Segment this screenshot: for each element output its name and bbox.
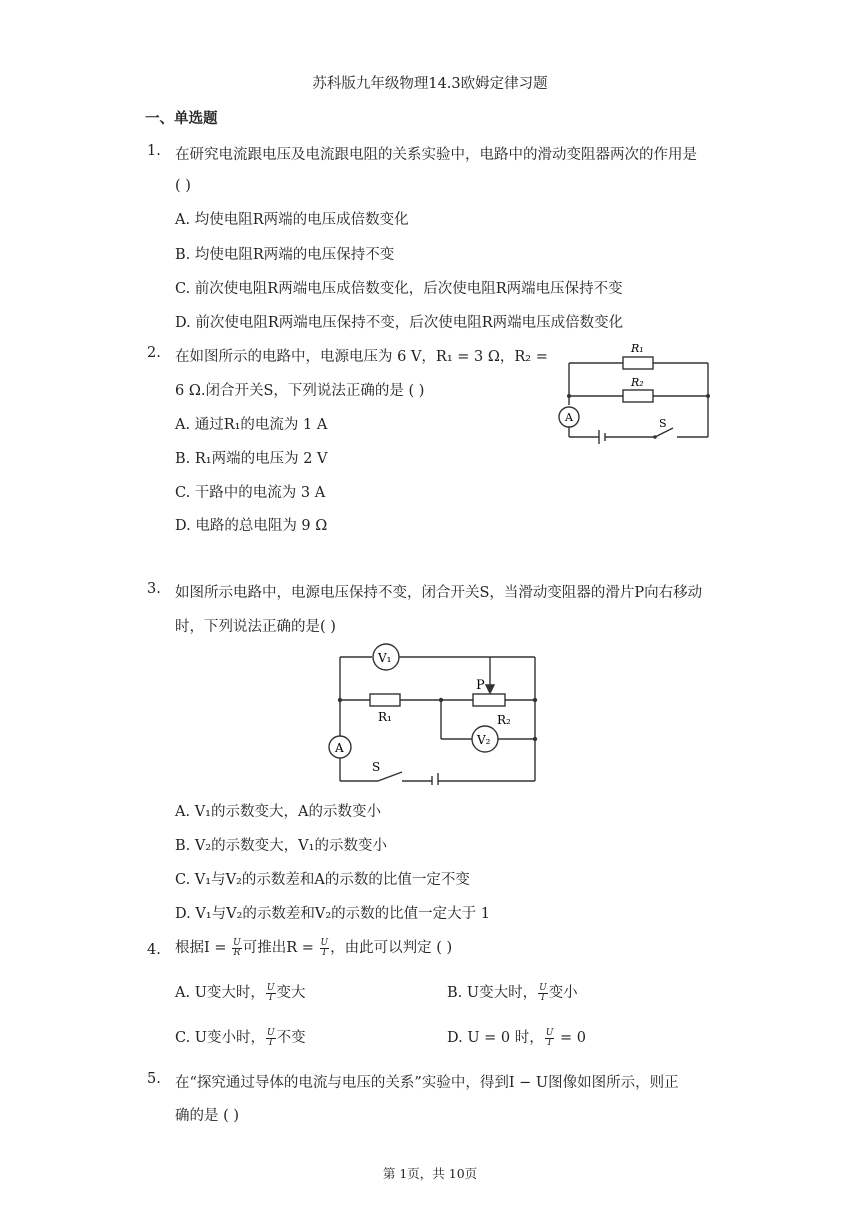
q2-r1-resistor xyxy=(623,357,653,369)
q1-option-d: D. 前次使电阻R两端电压保持不变，后次使电阻R两端电压成倍数变化 xyxy=(175,315,624,331)
q1-option-a: A. 均使电阻R两端的电压成倍数变化 xyxy=(175,212,409,228)
page-title: 苏科版九年级物理14.3欧姆定律习题 xyxy=(312,76,548,92)
q3-option-d: D. V₁与V₂的示数差和V₂的示数的比值一定大于 1 xyxy=(175,906,491,922)
q2-stem-line1: 在如图所示的电路中，电源电压为 6 V，R₁ = 3 Ω，R₂ = xyxy=(175,349,548,365)
q3-r1-resistor xyxy=(370,694,400,706)
q4-stem xyxy=(175,936,452,958)
q5-number: 5. xyxy=(147,1071,161,1087)
q4-option-b: B. U变大时， $\frac{U}{I}$ 变小 xyxy=(447,982,578,1003)
q3-stem-line2: 时，下列说法正确的是( ) xyxy=(175,619,336,635)
q4-fraction-u-over-i: $\frac{U}{I}$ xyxy=(320,937,329,958)
q3-circuit-diagram xyxy=(320,643,545,785)
q5-stem-line1: 在“探究通过导体的电流与电压的关系”实验中，得到I − U图像如图所示，则正 xyxy=(175,1075,679,1091)
q4-fraction-u-over-r: $\frac{U}{R}$ xyxy=(233,937,241,958)
q2-r1-label: R₁ xyxy=(631,342,644,355)
q1-number: 1. xyxy=(147,143,161,159)
q4-stem-post: ，由此可以判定 ( ) xyxy=(330,940,453,956)
q1-option-b: B. 均使电阻R两端的电压保持不变 xyxy=(175,247,395,263)
q1-option-c: C. 前次使电阻R两端电压成倍数变化，后次使电阻R两端电压保持不变 xyxy=(175,281,623,297)
q3-v2-label: V₂ xyxy=(477,733,491,747)
q3-r2-resistor xyxy=(473,694,505,706)
q3-number: 3. xyxy=(147,581,161,597)
q4-stem-mid: 可推出R = xyxy=(242,940,319,956)
q2-ammeter-label: A xyxy=(565,411,573,424)
q2-r2-resistor xyxy=(623,390,653,402)
q2-option-a: A. 通过R₁的电流为 1 A xyxy=(175,417,328,433)
q3-v1-label: V₁ xyxy=(378,651,392,665)
q2-r2-label: R₂ xyxy=(631,376,644,389)
q3-option-b: B. V₂的示数变大，V₁的示数变小 xyxy=(175,838,387,854)
q2-option-b: B. R₁两端的电压为 2 V xyxy=(175,451,328,467)
q1-stem-line1: 在研究电流跟电压及电流跟电阻的关系实验中，电路中的滑动变阻器两次的作用是 xyxy=(175,147,697,163)
q4-option-c: C. U变小时， $\frac{U}{I}$ 不变 xyxy=(175,1027,306,1048)
q5-stem-line2: 确的是 ( ) xyxy=(175,1108,240,1124)
q3-switch-icon xyxy=(378,772,402,781)
q2-stem-line2: 6 Ω.闭合开关S，下列说法正确的是 ( ) xyxy=(175,383,425,399)
q3-p-label: P xyxy=(476,678,485,693)
q2-option-c: C. 干路中的电流为 3 A xyxy=(175,485,326,501)
page-footer: 第 1页，共 10页 xyxy=(382,1166,478,1181)
q3-stem-line1: 如图所示电路中，电源电压保持不变，闭合开关S，当滑动变阻器的滑片P向右移动 xyxy=(175,585,703,601)
q3-ammeter-label: A xyxy=(335,741,344,755)
q2-circuit-diagram xyxy=(555,335,720,445)
q4-option-d: D. U = 0 时， $\frac{U}{I}$ = 0 xyxy=(447,1027,586,1048)
q4-stem-pre: 根据I = xyxy=(175,940,232,956)
q3-r2-label: R₂ xyxy=(497,713,511,727)
q2-switch-label: S xyxy=(659,417,667,430)
q2-number: 2. xyxy=(147,345,161,361)
q1-stem-line2: ( ) xyxy=(175,178,191,194)
q4-option-a: A. U变大时， $\frac{U}{I}$ 变大 xyxy=(175,982,306,1003)
q4-number: 4. xyxy=(147,942,161,958)
section-heading: 一、单选题 xyxy=(145,110,218,127)
q2-option-d: D. 电路的总电阻为 9 Ω xyxy=(175,518,328,534)
q3-switch-label: S xyxy=(372,760,381,774)
q3-option-a: A. V₁的示数变大，A的示数变小 xyxy=(175,804,381,820)
q3-r1-label: R₁ xyxy=(378,710,392,724)
q3-option-c: C. V₁与V₂的示数差和A的示数的比值一定不变 xyxy=(175,872,470,888)
